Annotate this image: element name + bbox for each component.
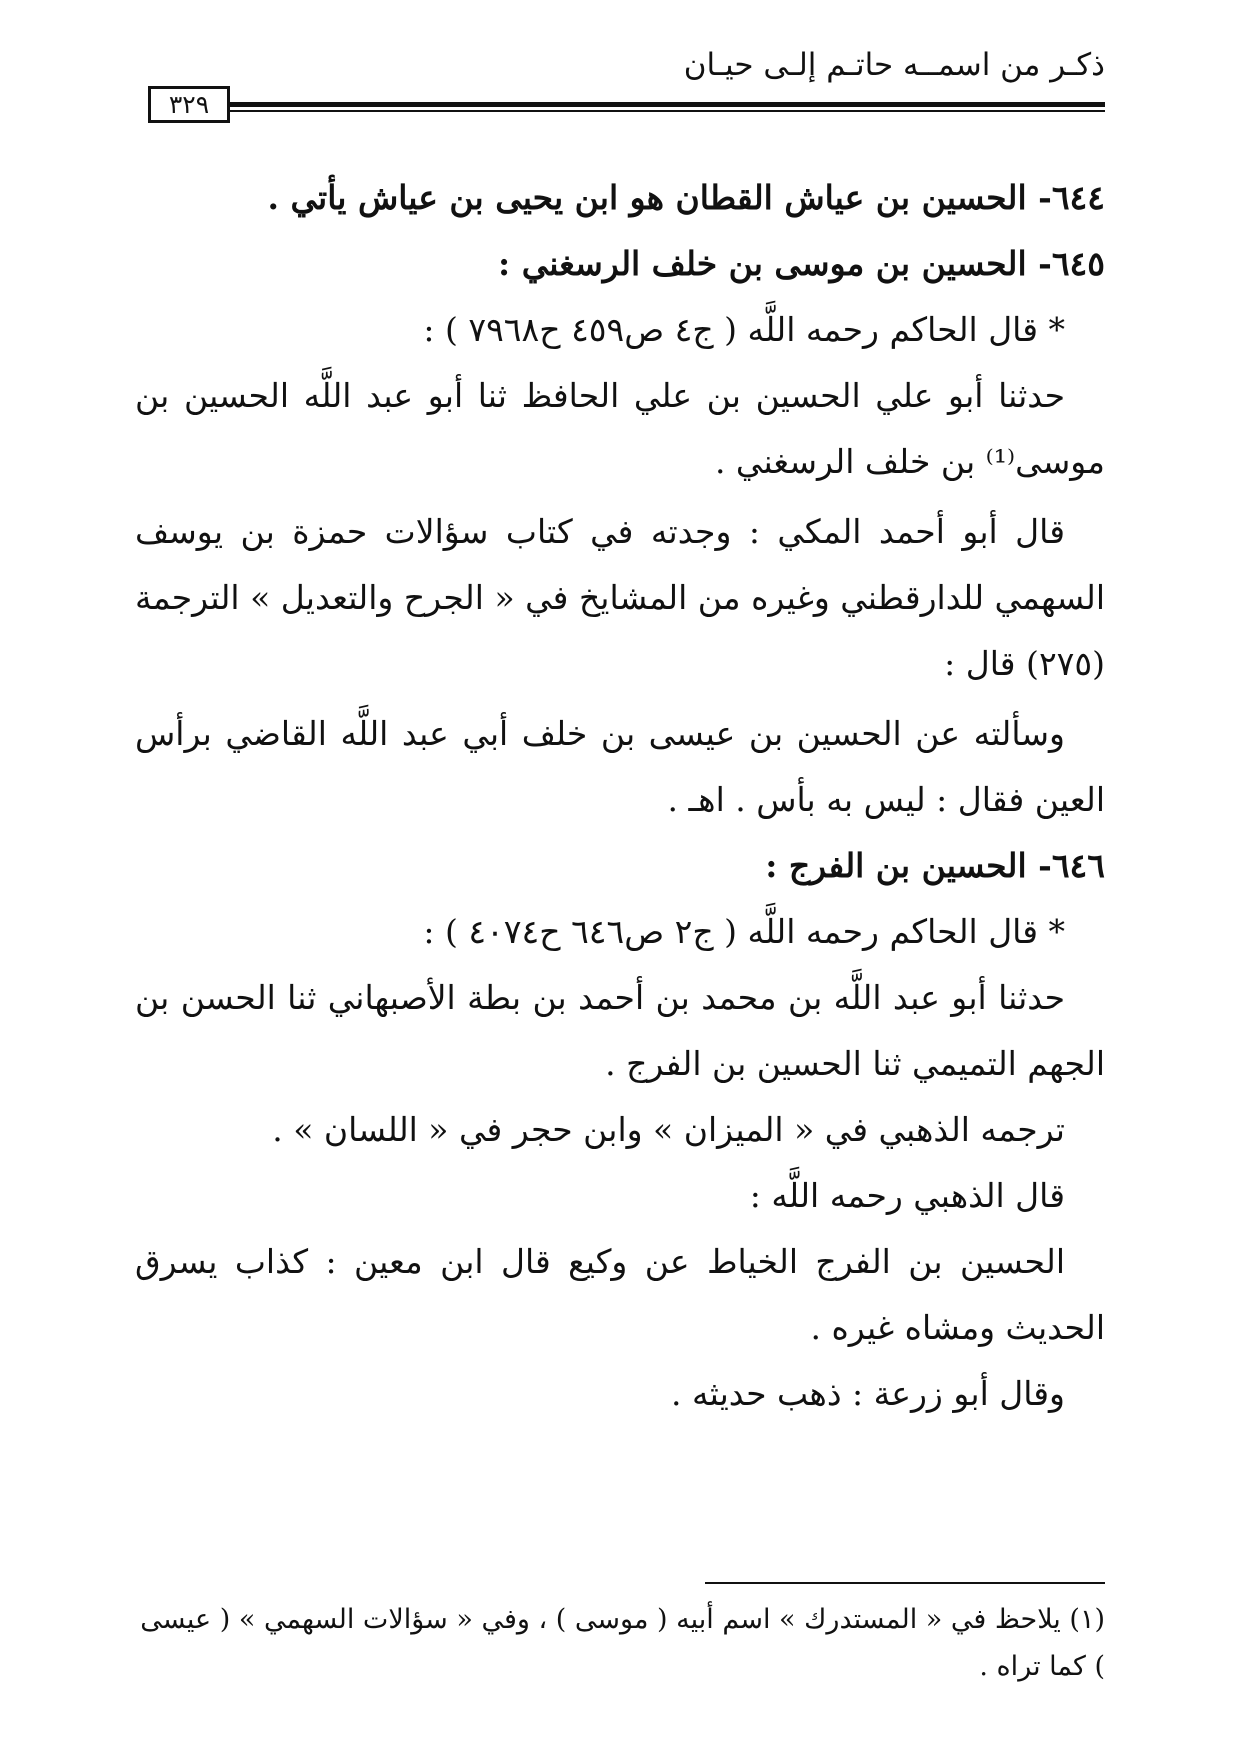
page-body — [135, 165, 1105, 1427]
makki-paragraph: قال أبو أحمد المكي : وجدته في كتاب سؤالات حمزة بن يوسف السهمي للدارقطني وغيره من المشايخ في « الجرح والتعديل » الترجمة (٢٧٥) قال : — [135, 512, 1105, 683]
footnote-rule — [705, 1582, 1105, 1584]
isnad-paragraph: حدثنا أبو علي الحسين بن علي الحافظ ثنا أبو عبد اللَّه الحسين بن موسى⁽¹⁾ بن خلف الرسغني . — [135, 376, 1105, 481]
running-title: ذكـر من اسمــه حاتـم إلـى حيـان — [683, 47, 1105, 83]
dhahabi-intro: قال الذهبي رحمه اللَّه : — [749, 1176, 1065, 1215]
footnote: (١) يلاحظ في « المستدرك » اسم أبيه ( موسى ) ، وفي « سؤالات السهمي » ( عيسى ) كما تراه . — [140, 1604, 1105, 1682]
hakim-citation: * قال الحاكم رحمه اللَّه ( ج٤ ص٤٥٩ ح٧٩٦٨ ) : — [423, 310, 1065, 349]
header-rule-thick — [230, 102, 1105, 107]
entry-644: ٦٤٤- الحسين بن عياش القطان هو ابن يحيى بن عياش يأتي . — [267, 178, 1105, 217]
header-rule-thin — [230, 110, 1105, 112]
page-number: ٣٢٩ — [148, 86, 230, 123]
isnad-paragraph: حدثنا أبو عبد اللَّه بن محمد بن أحمد بن بطة الأصبهاني ثنا الحسن بن الجهم التميمي ثنا الحسين بن الفرج . — [135, 978, 1105, 1083]
tarjama-line: ترجمه الذهبي في « الميزان » وابن حجر في « اللسان » . — [272, 1110, 1065, 1149]
question-paragraph: وسألته عن الحسين بن عيسى بن خلف أبي عبد اللَّه القاضي برأس العين فقال : ليس به بأس . اهـ . — [135, 714, 1105, 819]
hakim-citation: * قال الحاكم رحمه اللَّه ( ج٢ ص٦٤٦ ح٤٠٧٤ ) : — [423, 912, 1065, 951]
abu-zura-line: وقال أبو زرعة : ذهب حديثه . — [670, 1374, 1065, 1413]
entry-645-heading: ٦٤٥- الحسين بن موسى بن خلف الرسغني : — [498, 244, 1105, 283]
entry-646-heading: ٦٤٦- الحسين بن الفرج : — [765, 846, 1105, 885]
dhahabi-quote: الحسين بن الفرج الخياط عن وكيع قال ابن معين : كذاب يسرق الحديث ومشاه غيره . — [135, 1242, 1105, 1347]
